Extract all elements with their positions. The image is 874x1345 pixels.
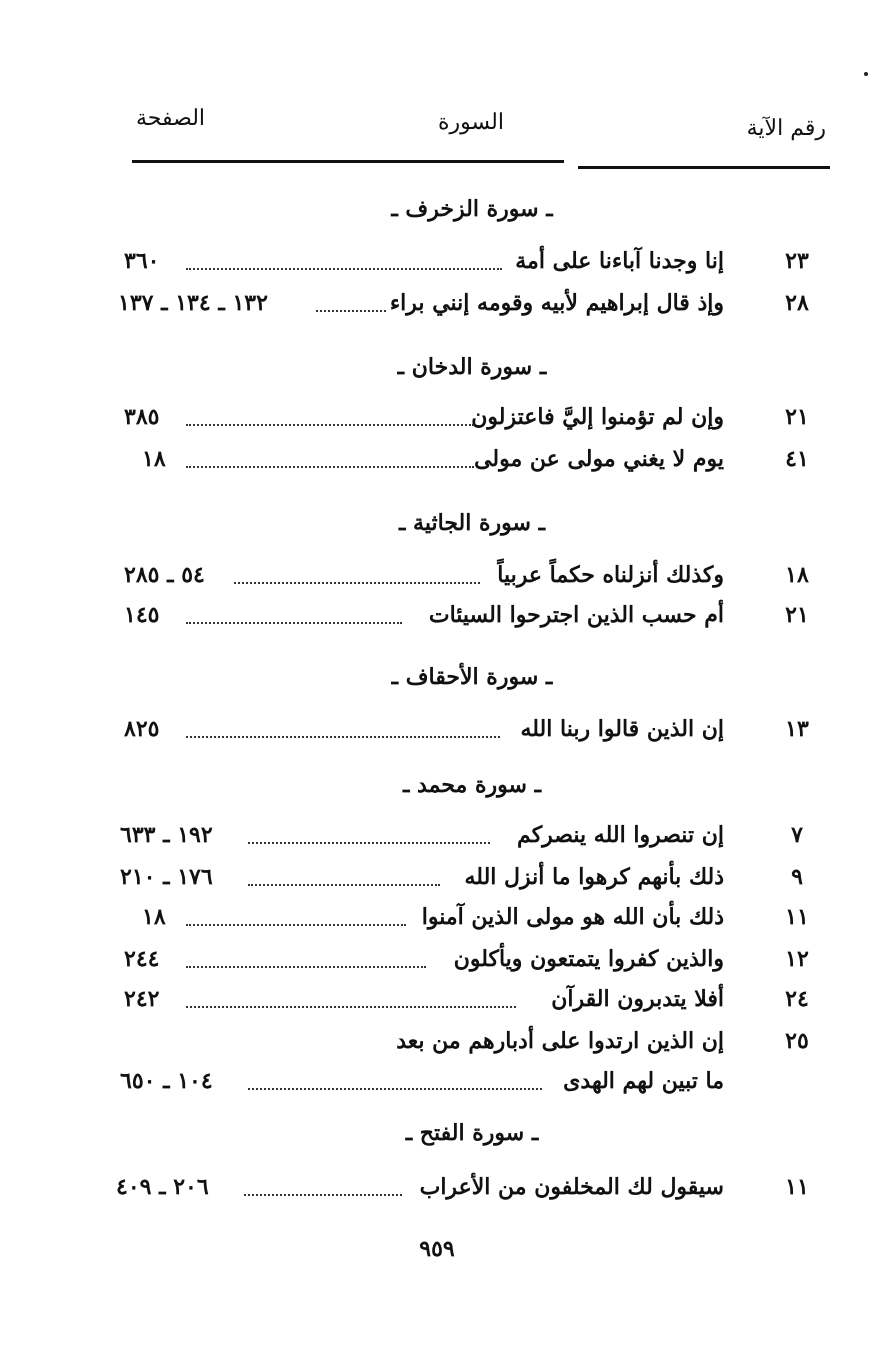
ayah-text: أم حسب الذين اجترحوا السيئات bbox=[428, 602, 724, 628]
ayah-number: ٧ bbox=[791, 822, 803, 848]
section-title: ـ سورة محمد ـ bbox=[402, 772, 542, 798]
leader-dots bbox=[186, 1006, 516, 1008]
page-refs: ١٨ bbox=[142, 904, 166, 930]
leader-dots bbox=[248, 884, 440, 886]
ayah-text: ذلك بأنهم كرهوا ما أنزل الله bbox=[464, 864, 724, 890]
index-row bbox=[0, 822, 874, 856]
leader-dots bbox=[186, 924, 406, 926]
leader-dots bbox=[316, 310, 386, 312]
index-row bbox=[0, 1028, 874, 1062]
page-refs: ٨٢٥ bbox=[124, 716, 160, 742]
page-refs: ١٣٢ ـ ١٣٤ ـ ١٣٧ bbox=[118, 290, 268, 316]
leader-dots bbox=[244, 1194, 402, 1196]
page-refs: ٢٤٢ bbox=[124, 986, 160, 1012]
page-refs: ٢٤٤ bbox=[124, 946, 160, 972]
index-row bbox=[0, 864, 874, 898]
index-row bbox=[0, 446, 874, 480]
leader-dots bbox=[186, 966, 426, 968]
page-refs: ١٨ bbox=[142, 446, 166, 472]
index-row bbox=[0, 404, 874, 438]
index-row bbox=[0, 562, 874, 596]
page-refs: ١٩٢ ـ ٦٣٣ bbox=[120, 822, 213, 848]
page-refs: ٣٦٠ bbox=[124, 248, 160, 274]
leader-dots bbox=[186, 466, 474, 468]
index-row bbox=[0, 290, 874, 324]
page-refs: ١٤٥ bbox=[124, 602, 160, 628]
page-refs: ٢٠٦ ـ ٤٠٩ bbox=[116, 1174, 209, 1200]
ayah-text: ذلك بأن الله هو مولى الذين آمنوا bbox=[421, 904, 724, 930]
ayah-number: ٩ bbox=[791, 864, 803, 890]
ayah-text: وإذ قال إبراهيم لأبيه وقومه إنني براء bbox=[389, 290, 724, 316]
leader-dots bbox=[248, 1088, 542, 1090]
ayah-text: إن الذين قالوا ربنا الله bbox=[520, 716, 724, 742]
ayah-number: ٢١ bbox=[785, 404, 809, 430]
ayah-number: ٢٤ bbox=[785, 986, 809, 1012]
ayah-number: ١٣ bbox=[785, 716, 809, 742]
ayah-text: وإن لم تؤمنوا إليَّ فاعتزلون bbox=[471, 404, 724, 430]
stray-mark bbox=[864, 72, 868, 76]
page-refs: ٣٨٥ bbox=[124, 404, 160, 430]
ayah-text: والذين كفروا يتمتعون ويأكلون bbox=[453, 946, 724, 972]
index-row bbox=[0, 986, 874, 1020]
section-title: ـ سورة الزخرف ـ bbox=[391, 196, 553, 222]
section-title: ـ سورة الفتح ـ bbox=[405, 1120, 539, 1146]
header-ayah-number: رقم الآية bbox=[746, 116, 826, 141]
page-refs: ١٠٤ ـ ٦٥٠ bbox=[120, 1068, 213, 1094]
ayah-text: أفلا يتدبرون القرآن bbox=[551, 986, 724, 1012]
ayah-number: ١٢ bbox=[785, 946, 809, 972]
leader-dots bbox=[186, 424, 474, 426]
ayah-text: يوم لا يغني مولى عن مولى bbox=[474, 446, 724, 472]
ayah-text: ما تبين لهم الهدى bbox=[563, 1068, 724, 1094]
section-title: ـ سورة الأحقاف ـ bbox=[391, 664, 553, 690]
ayah-text: وكذلك أنزلناه حكماً عربياً bbox=[497, 562, 724, 588]
page-number: ٩٥٩ bbox=[419, 1236, 455, 1262]
index-row bbox=[0, 716, 874, 750]
ayah-number: ٢٨ bbox=[785, 290, 809, 316]
ayah-number: ١١ bbox=[785, 1174, 809, 1200]
index-row bbox=[0, 248, 874, 282]
header-rule-right bbox=[578, 166, 830, 169]
index-row bbox=[0, 946, 874, 980]
ayah-text: إن الذين ارتدوا على أدبارهم من بعد bbox=[396, 1028, 724, 1054]
leader-dots bbox=[186, 736, 500, 738]
ayah-number: ٢٣ bbox=[785, 248, 809, 274]
section-title: ـ سورة الجاثية ـ bbox=[398, 510, 546, 536]
ayah-number: ٢١ bbox=[785, 602, 809, 628]
ayah-text: إنا وجدنا آباءنا على أمة bbox=[515, 248, 724, 274]
ayah-number: ١٨ bbox=[785, 562, 809, 588]
ayah-number: ٢٥ bbox=[785, 1028, 809, 1054]
leader-dots bbox=[248, 842, 490, 844]
index-row bbox=[0, 904, 874, 938]
section-title: ـ سورة الدخان ـ bbox=[397, 354, 547, 380]
ayah-text: سيقول لك المخلفون من الأعراب bbox=[419, 1174, 724, 1200]
leader-dots bbox=[234, 582, 480, 584]
index-row bbox=[0, 1174, 874, 1208]
page-refs: ١٧٦ ـ ٢١٠ bbox=[120, 864, 213, 890]
ayah-number: ١١ bbox=[785, 904, 809, 930]
index-row-continuation bbox=[0, 1068, 874, 1102]
leader-dots bbox=[186, 622, 402, 624]
leader-dots bbox=[186, 268, 502, 270]
ayah-text: إن تنصروا الله ينصركم bbox=[517, 822, 724, 848]
header-page: الصفحة bbox=[136, 106, 206, 131]
header-surah: السورة bbox=[438, 110, 504, 135]
page-refs: ٥٤ ـ ٢٨٥ bbox=[124, 562, 205, 588]
header-rule-left bbox=[132, 160, 564, 163]
ayah-number: ٤١ bbox=[785, 446, 809, 472]
index-row bbox=[0, 602, 874, 636]
